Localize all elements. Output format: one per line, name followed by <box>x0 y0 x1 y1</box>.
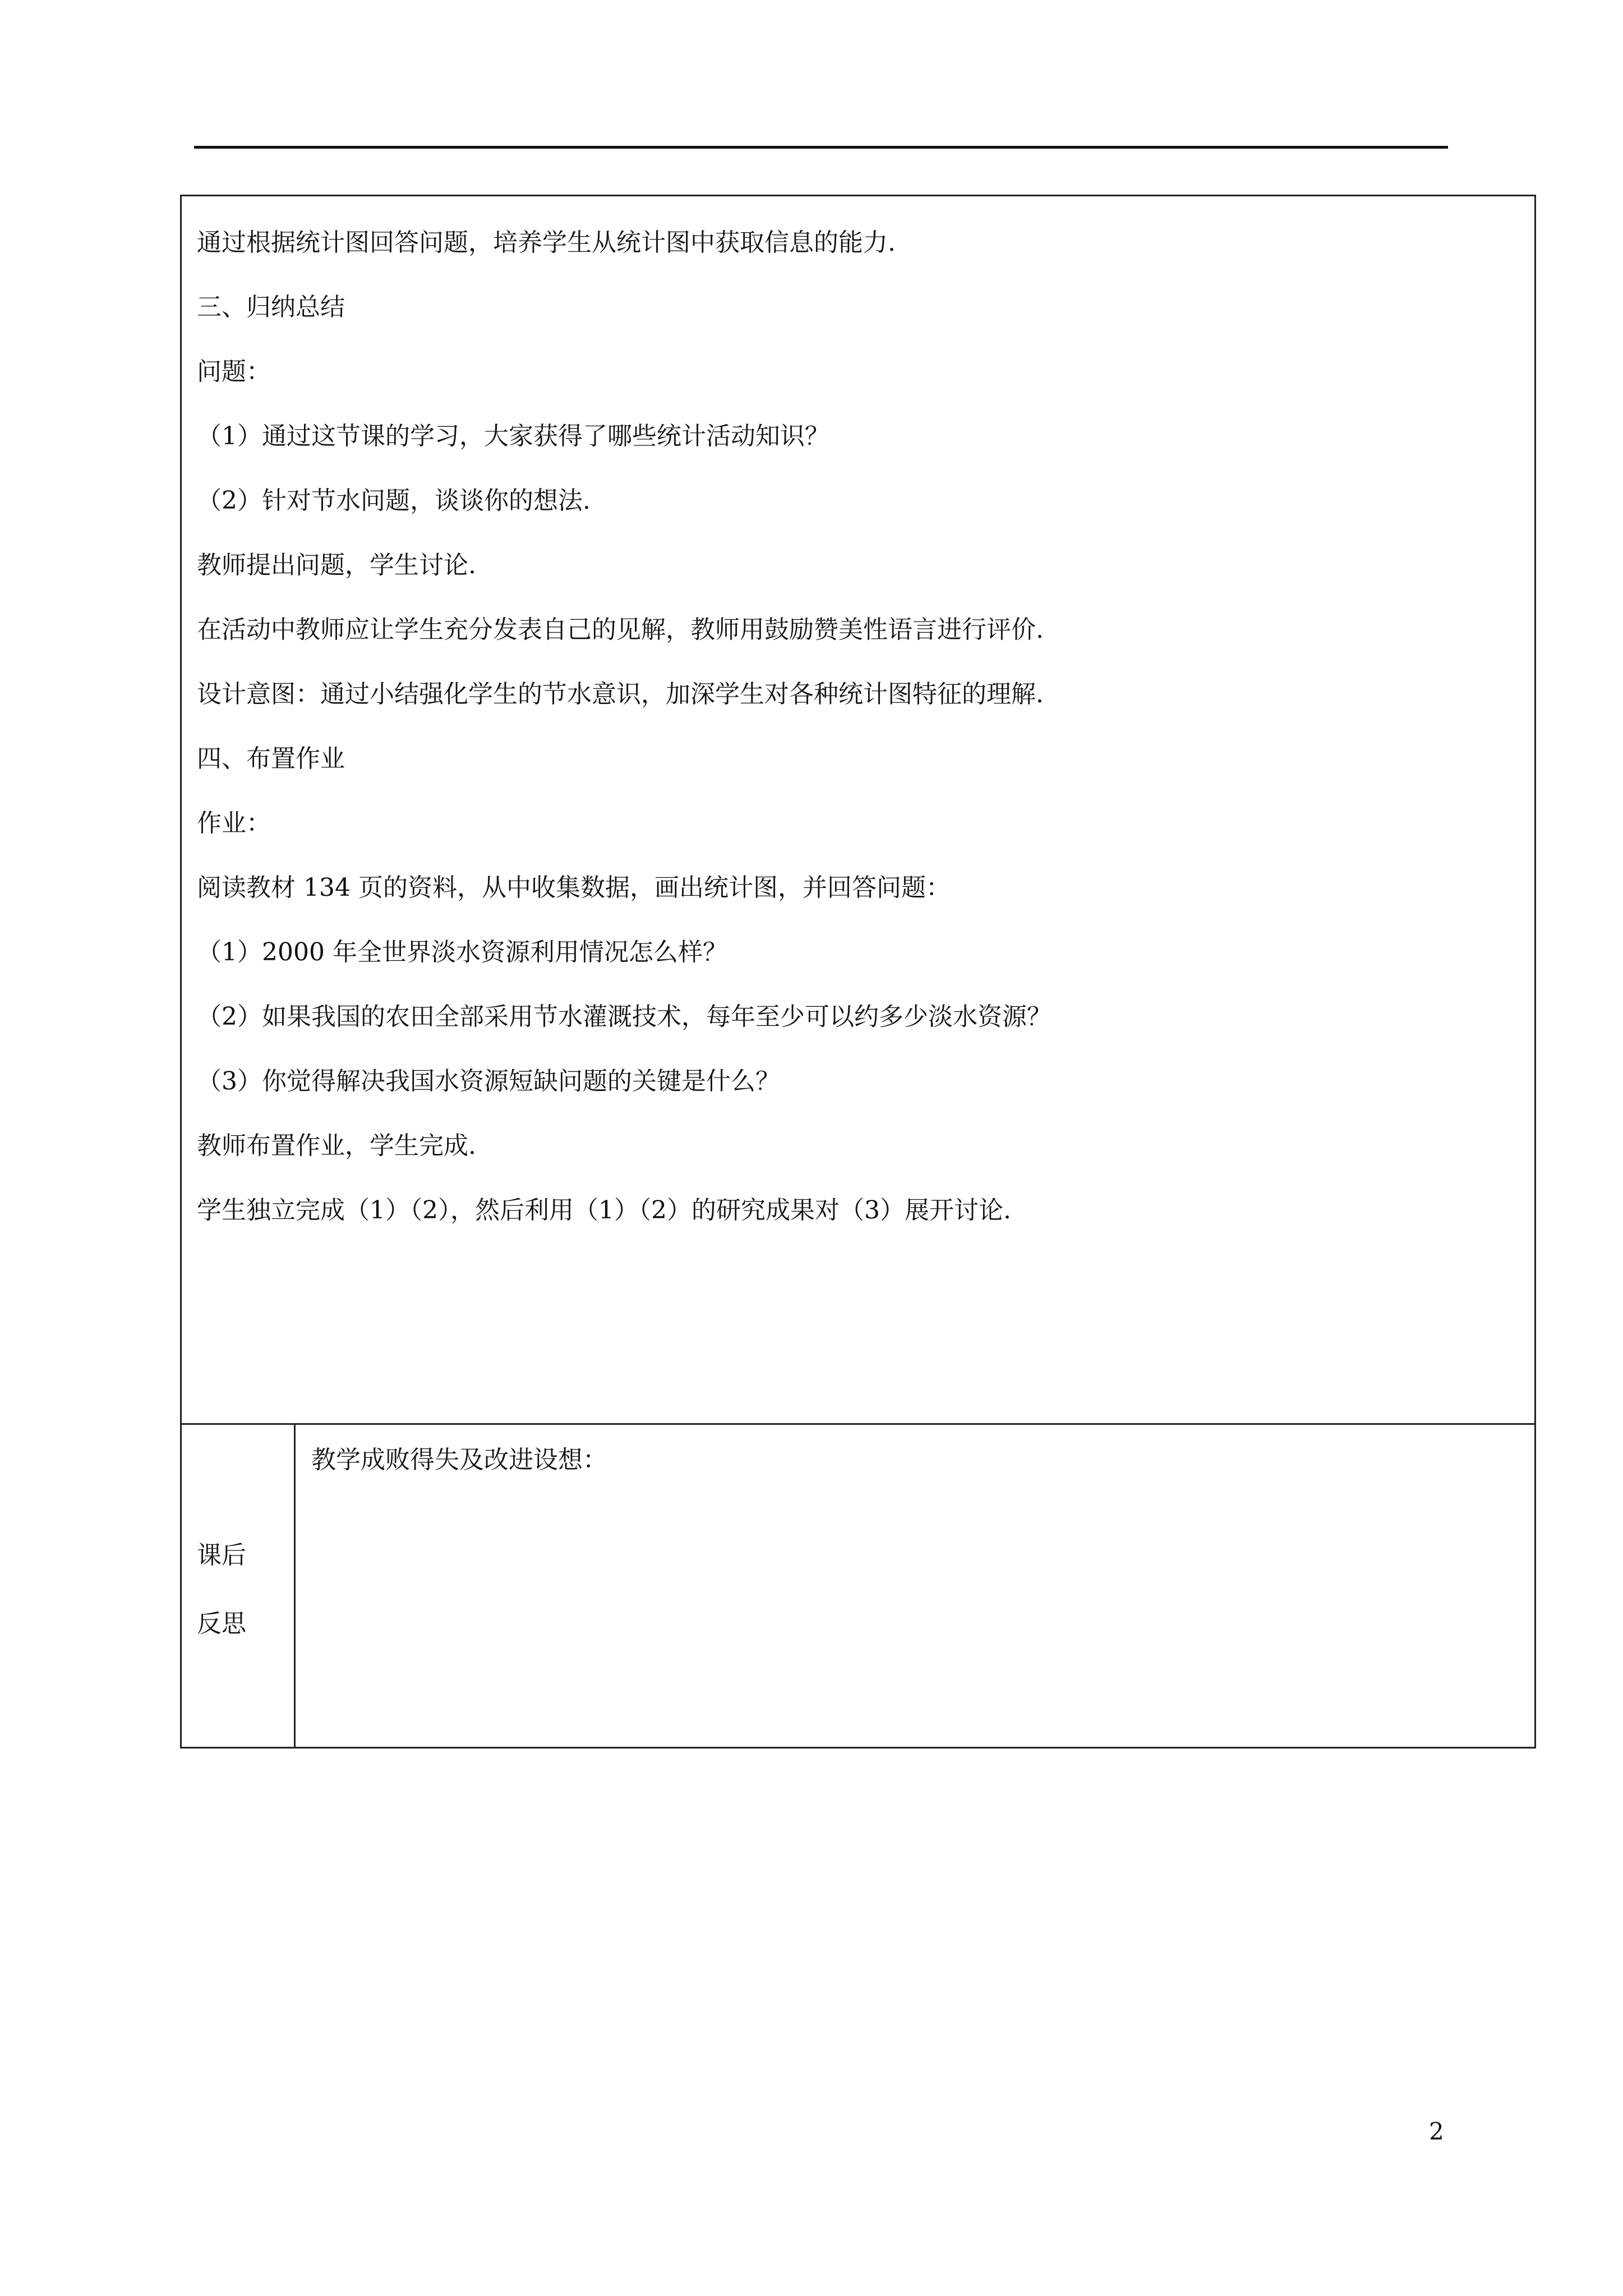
content-line: （2）针对节水问题，谈谈你的想法. <box>197 486 591 515</box>
content-line: 设计意图：通过小结强化学生的节水意识，加深学生对各种统计图特征的理解. <box>197 680 1044 708</box>
content-line: 在活动中教师应让学生充分发表自己的见解，教师用鼓励赞美性语言进行评价. <box>197 615 1044 644</box>
reflection-label-line-1: 课后 <box>197 1541 246 1570</box>
content-line: （2）如果我国的农田全部采用节水灌溉技术，每年至少可以约多少淡水资源？ <box>197 1002 1052 1031</box>
content-line: 阅读教材 134 页的资料，从中收集数据，画出统计图，并回答问题： <box>197 873 951 902</box>
reflection-label-line-2: 反思 <box>197 1609 246 1638</box>
content-line: （3）你觉得解决我国水资源短缺问题的关键是什么？ <box>197 1067 780 1096</box>
section-heading: 三、归纳总结 <box>197 293 345 321</box>
lesson-content <box>197 210 1520 1243</box>
page-number: 2 <box>1429 2118 1444 2145</box>
content-line: 学生独立完成（1）（2），然后利用（1）（2）的研究成果对（3）展开讨论. <box>197 1196 1011 1225</box>
content-line: （1）通过这节课的学习，大家获得了哪些统计活动知识？ <box>197 422 829 450</box>
content-line: （1）2000 年全世界淡水资源利用情况怎么样？ <box>197 938 727 967</box>
table-row-divider <box>180 1423 1536 1425</box>
header-rule <box>194 146 1448 149</box>
content-line: 问题： <box>197 357 271 386</box>
reflection-title: 教学成败得失及改进设想： <box>311 1446 607 1474</box>
section-heading: 四、布置作业 <box>197 744 345 773</box>
content-line: 作业： <box>197 809 271 838</box>
reflection-label <box>197 1521 281 1658</box>
table-column-divider <box>294 1423 296 1749</box>
content-line: 通过根据统计图回答问题，培养学生从统计图中获取信息的能力. <box>197 228 896 257</box>
content-line: 教师布置作业，学生完成. <box>197 1131 476 1160</box>
content-line: 教师提出问题，学生讨论. <box>197 551 476 579</box>
